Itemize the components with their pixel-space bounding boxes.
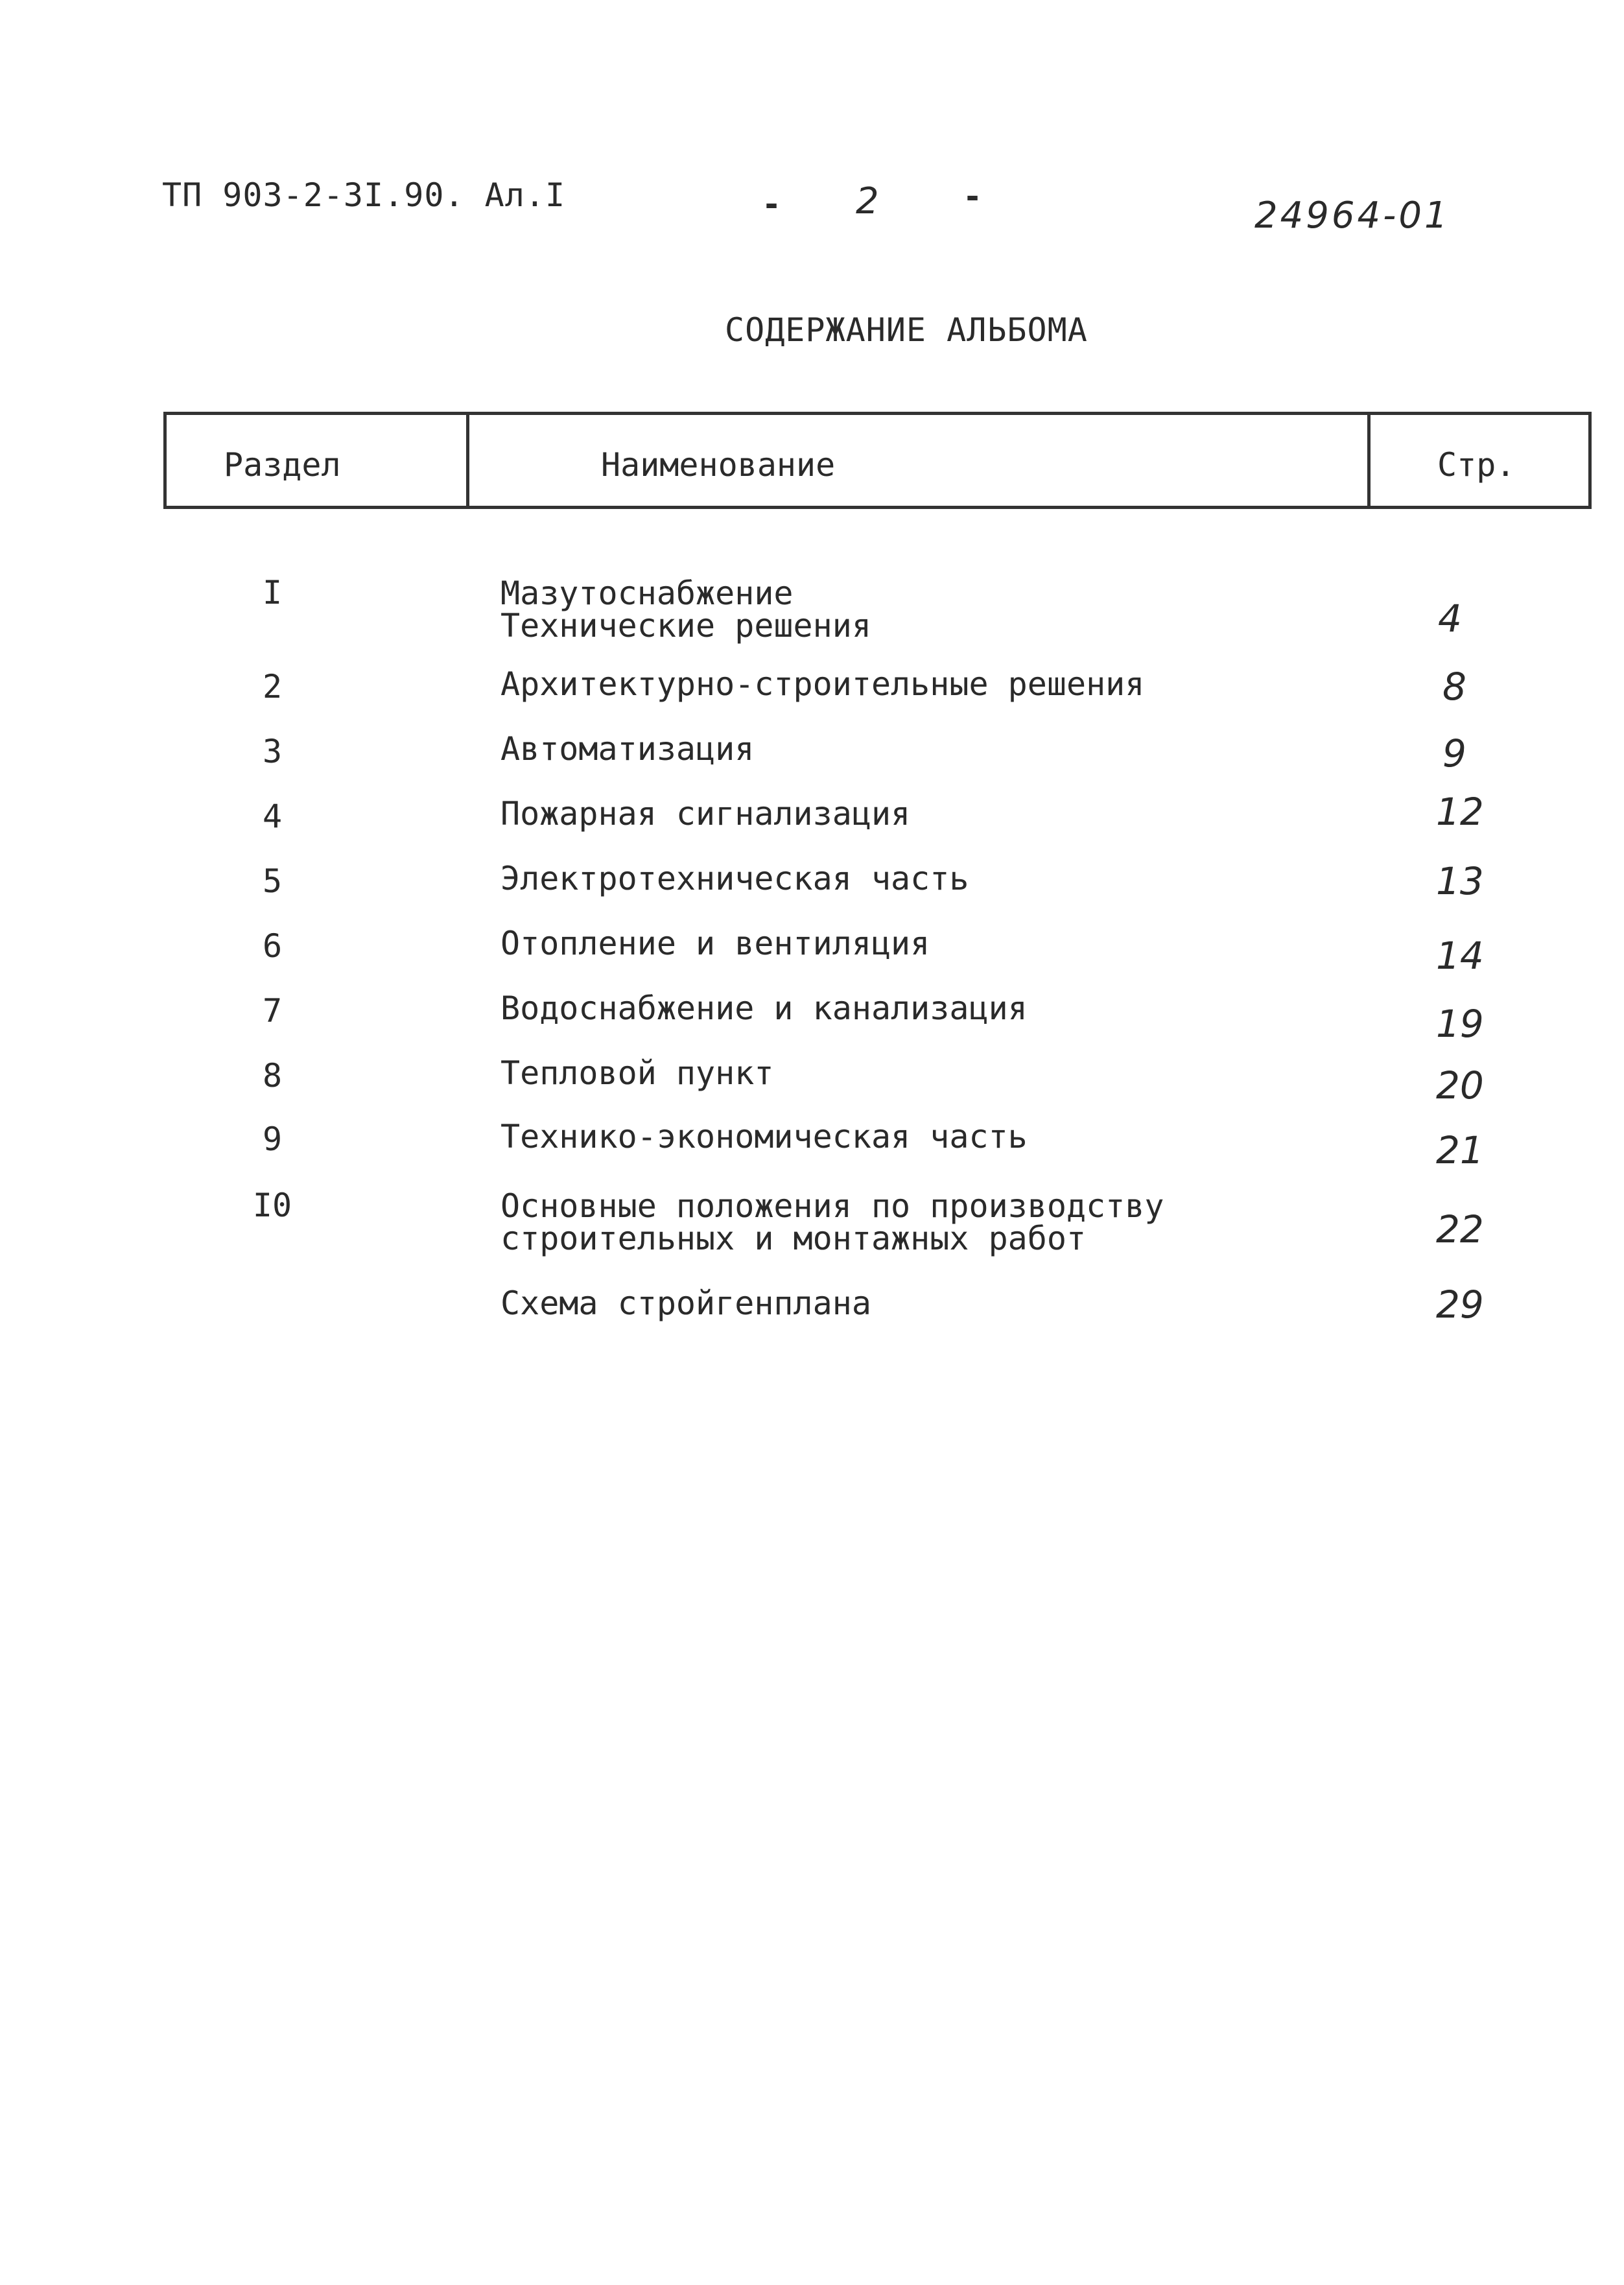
column-header-page: Стр. xyxy=(1437,446,1516,484)
column-separator xyxy=(1367,415,1371,506)
section-number: 5 xyxy=(262,862,283,900)
page-dash-left: - xyxy=(762,185,782,223)
section-name: Автоматизация xyxy=(500,730,755,768)
section-page: 14 xyxy=(1436,934,1484,978)
section-name: Основные положения по производству xyxy=(500,1187,1164,1225)
page-number: 2 xyxy=(856,180,879,222)
section-number: 4 xyxy=(262,798,283,835)
section-page: 4 xyxy=(1438,597,1462,641)
section-number: 2 xyxy=(262,668,283,705)
section-page: 29 xyxy=(1436,1283,1484,1327)
section-number: 7 xyxy=(262,992,283,1030)
section-name: Схема стройгенплана xyxy=(500,1285,871,1322)
section-name: Тепловой пункт xyxy=(500,1054,774,1092)
section-page: 19 xyxy=(1436,1002,1484,1046)
album-contents-title: СОДЕРЖАНИЕ АЛЬБОМА xyxy=(725,311,1088,349)
section-page: 12 xyxy=(1436,790,1484,834)
section-name: Электротехническая часть xyxy=(500,860,969,897)
section-number: 3 xyxy=(262,733,283,770)
contents-table-header xyxy=(163,412,1592,509)
section-name-line2: строительных и монтажных работ xyxy=(500,1220,1087,1257)
page-dash-right: - xyxy=(963,178,983,215)
section-page: 13 xyxy=(1436,859,1484,903)
section-number: 6 xyxy=(262,927,283,965)
archive-number: 24964-01 xyxy=(1254,195,1450,237)
section-name: Отопление и вентиляция xyxy=(500,925,930,962)
section-number: 9 xyxy=(262,1120,283,1158)
section-number: I xyxy=(262,574,283,611)
section-page: 8 xyxy=(1442,665,1466,709)
section-name-line2: Технические решения xyxy=(500,607,871,645)
section-page: 22 xyxy=(1436,1207,1484,1251)
section-name: Мазутоснабжение xyxy=(500,574,794,612)
column-header-name: Наименование xyxy=(601,446,836,484)
section-page: 9 xyxy=(1442,731,1466,775)
column-separator xyxy=(466,415,469,506)
section-name: Технико-экономическая часть xyxy=(500,1118,1028,1155)
section-number: I0 xyxy=(252,1187,292,1224)
section-page: 21 xyxy=(1436,1128,1484,1172)
section-name: Водоснабжение и канализация xyxy=(500,989,1028,1027)
section-name: Архитектурно-строительные решения xyxy=(500,665,1145,703)
section-name: Пожарная сигнализация xyxy=(500,795,911,833)
section-page: 20 xyxy=(1436,1063,1484,1107)
document-code: ТП 903-2-3I.90. Ал.I xyxy=(162,176,566,214)
section-number: 8 xyxy=(262,1057,283,1095)
column-header-section: Раздел xyxy=(224,446,341,484)
